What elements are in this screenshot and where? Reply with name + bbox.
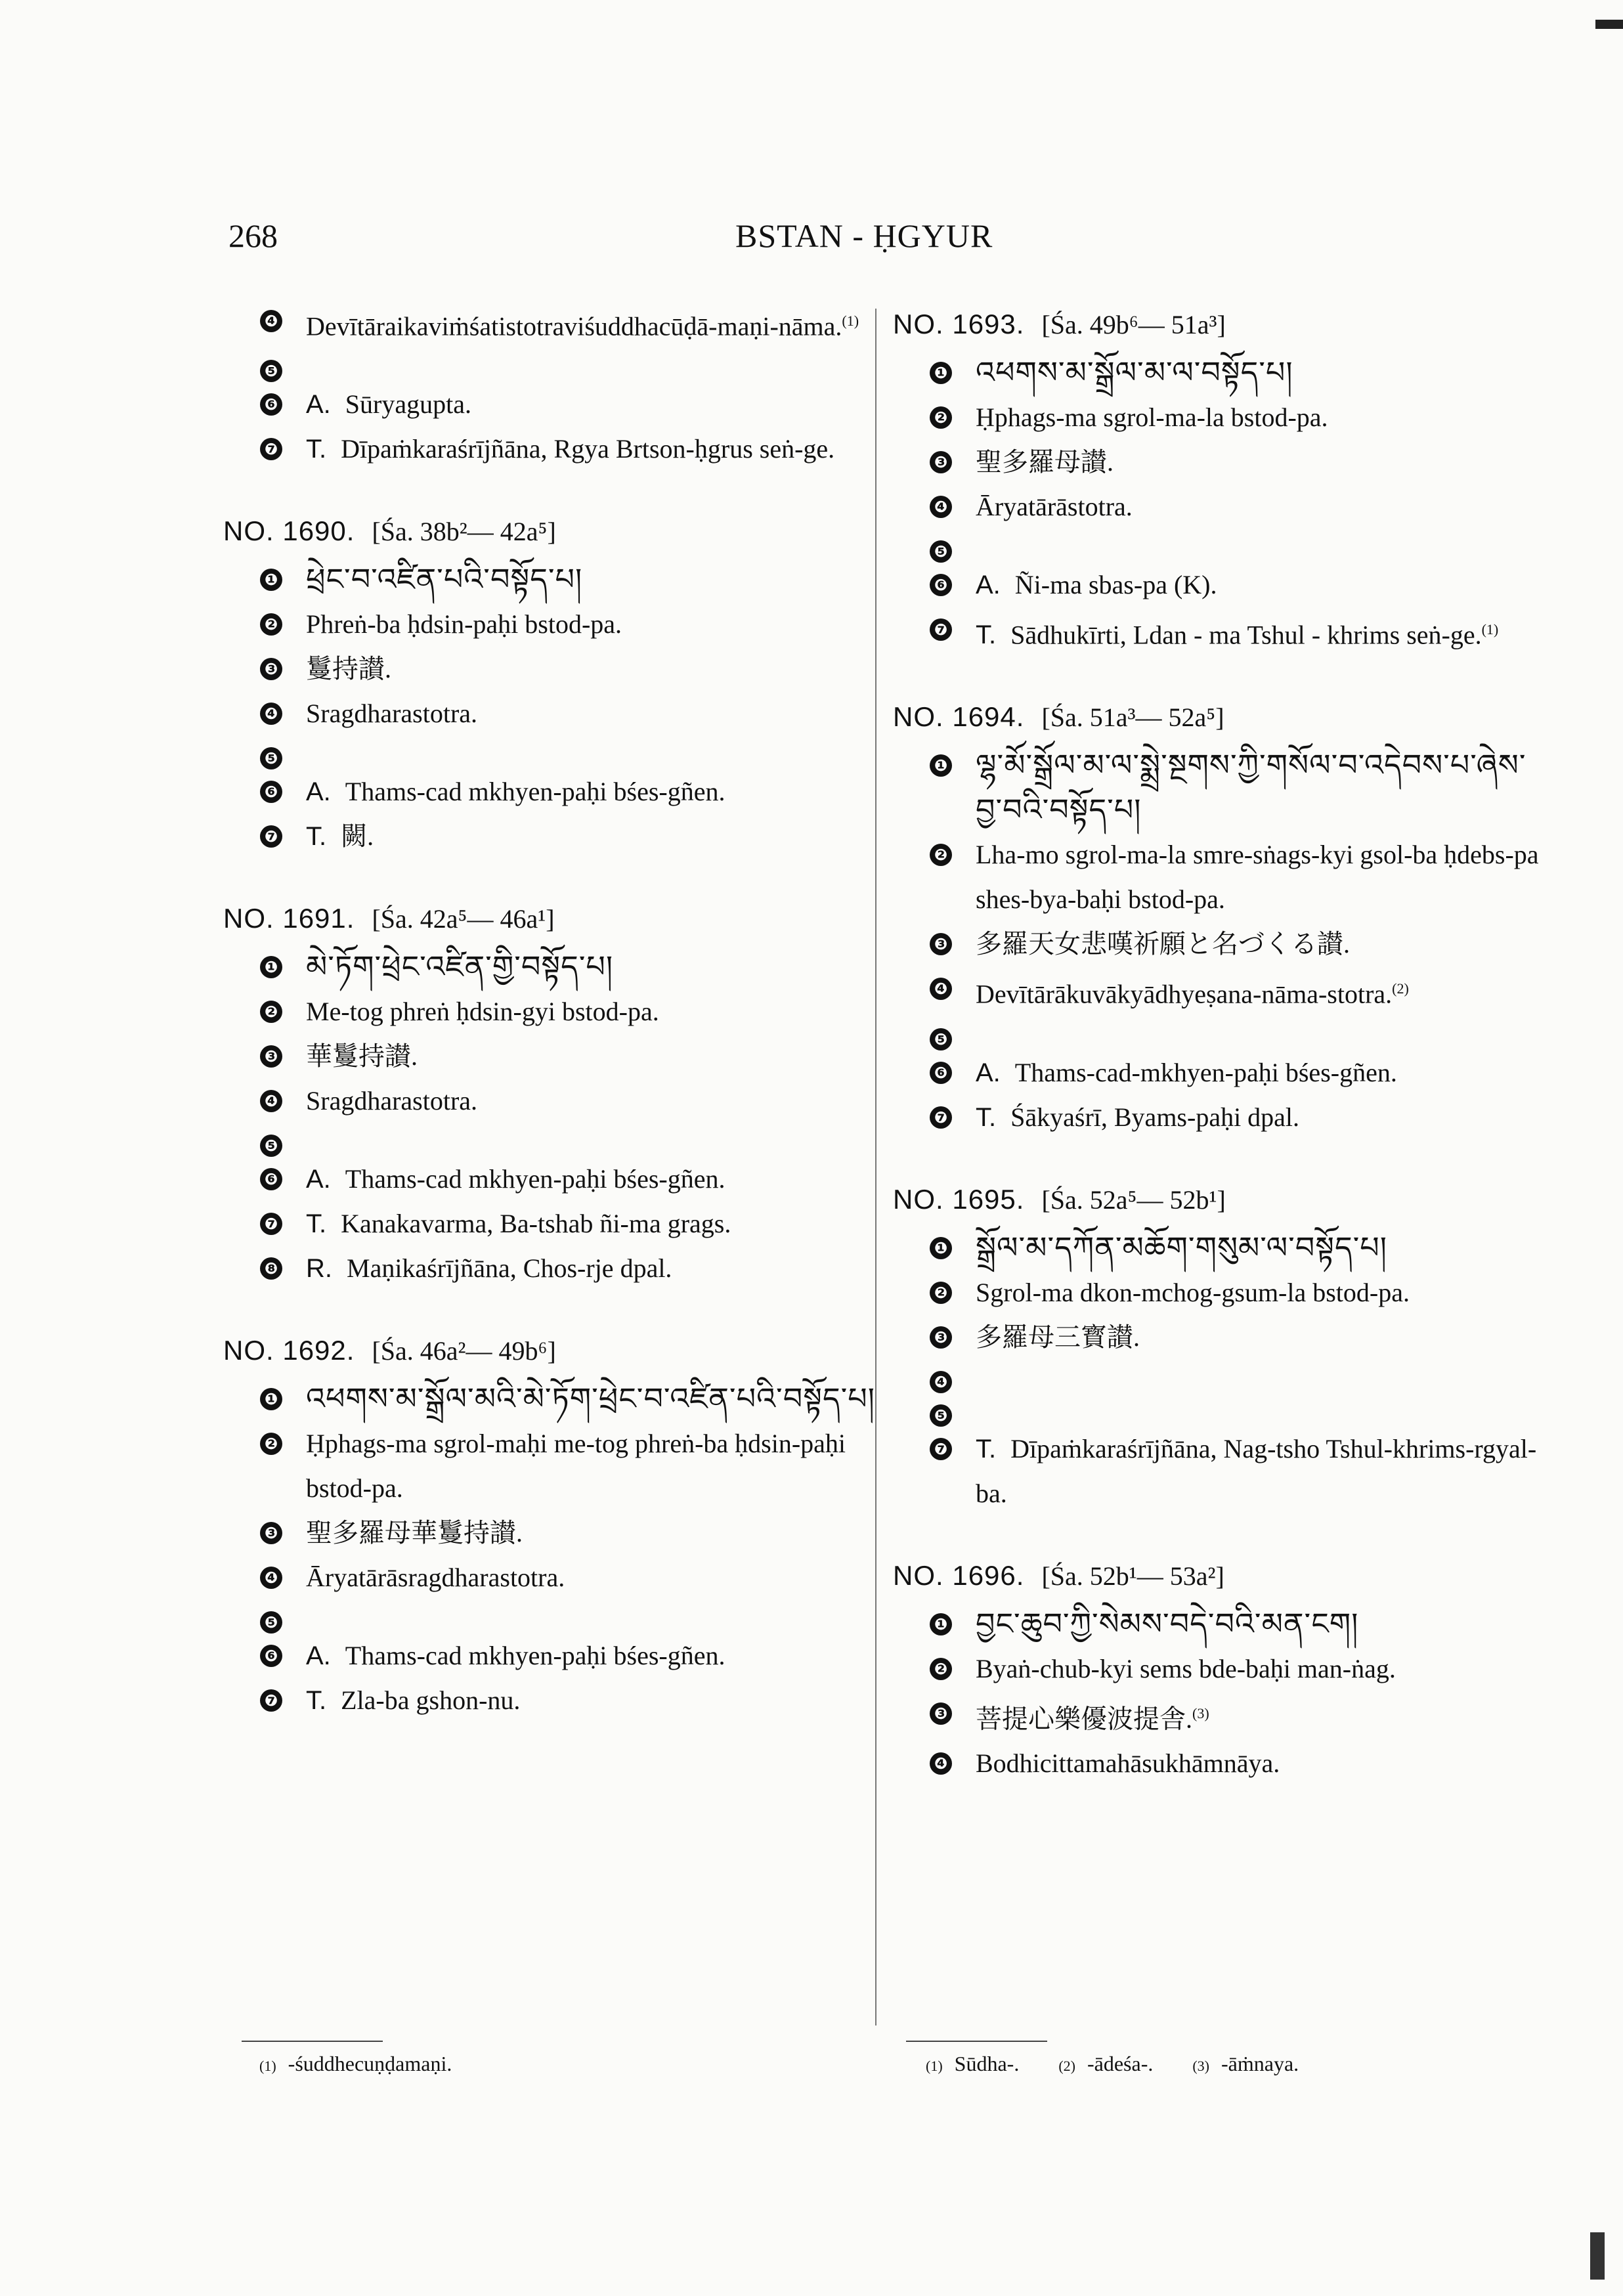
field-text (306, 382, 880, 427)
entry-folio-ref: [Śa. 46a²— 49b⁶] (372, 1336, 556, 1366)
tibetan-title (976, 743, 1549, 833)
entry-field (260, 647, 880, 691)
footnote-label: (3) (1192, 2058, 1209, 2074)
field-value: Kanakavarma, Ba-tshab ñi-ma grags. (341, 1209, 731, 1239)
role-label: A. (306, 390, 331, 420)
catalog-entry (893, 1550, 1549, 1786)
entry-field (260, 1377, 880, 1421)
field-text (976, 1095, 1549, 1140)
entry-field (930, 1741, 1549, 1786)
column-divider (875, 309, 876, 2025)
entry-field (930, 1393, 1549, 1427)
field-number-icon: ❸ (260, 1522, 282, 1544)
field-text (976, 485, 1549, 529)
entry-field (930, 922, 1549, 966)
entry-field (930, 966, 1549, 1016)
field-text (976, 1051, 1549, 1095)
entry-field (260, 1157, 880, 1202)
field-value: Lha-mo sgrol-ma-la smre-sṅags-kyi gsol-ba ḥdebs-pa shes-bya-baḥi bstod-pa. (976, 840, 1539, 915)
entry-field (930, 563, 1549, 607)
footnote-marker: (2) (1392, 980, 1409, 997)
field-value: Thams-cad mkhyen-paḥi bśes-gñen. (345, 1641, 725, 1671)
field-value: ལྷ་མོ་སྒྲོལ་མ་ལ་སྨྲེ་སྔགས་ཀྱི་གསོལ་བ་འདེབས་པ་ཞེས་བྱ་བའི་བསྟོད་པ། (976, 748, 1526, 827)
entry-field (930, 1647, 1549, 1691)
footnote-label: (2) (1058, 2058, 1075, 2074)
field-text (976, 607, 1549, 657)
catalog-entry (893, 691, 1549, 1139)
field-number-icon: ❹ (260, 1090, 282, 1112)
field-text (306, 1202, 880, 1246)
field-value: Ñi-ma sbas-pa (K). (1014, 570, 1217, 599)
field-number-icon: ❶ (260, 1388, 282, 1410)
entry-header (223, 1325, 880, 1377)
entry-field (260, 1600, 880, 1634)
footnote (926, 2052, 1019, 2076)
entry-header (893, 1174, 1549, 1226)
entry-folio-ref: [Śa. 42a⁵— 46a¹] (372, 904, 555, 934)
field-value: Śākyaśrī, Byams-paḥi dpal. (1010, 1102, 1300, 1132)
entry-number: NO. 1693. (893, 309, 1025, 339)
field-value: Āryatārāstotra. (976, 492, 1133, 521)
field-text (306, 1079, 880, 1123)
field-number-icon: ❹ (260, 310, 282, 332)
entry-folio-ref: [Śa. 38b²— 42a⁵] (372, 517, 556, 547)
role-label: T. (976, 1102, 997, 1132)
field-number-icon: ❼ (260, 438, 282, 460)
field-text (306, 1034, 880, 1079)
field-value: Devītārākuvākyādhyeṣana-nāma-stotra. (976, 979, 1393, 1009)
field-value: Byaṅ-chub-kyi sems bde-baḥi man-ṅag. (976, 1653, 1396, 1683)
footnotes-right (926, 2052, 1299, 2076)
entry-folio-ref: [Śa. 49b⁶— 51a³] (1041, 310, 1226, 339)
scan-edge-mark (1595, 20, 1623, 29)
field-text (976, 833, 1549, 922)
entry-header (223, 506, 880, 557)
field-number-icon: ❼ (260, 1689, 282, 1712)
field-text (976, 966, 1549, 1016)
entry-header (893, 299, 1549, 351)
entry-header (893, 691, 1549, 743)
entry-field (930, 1226, 1549, 1270)
field-text (306, 602, 880, 647)
scan-edge-mark-bottom (1590, 2232, 1605, 2280)
field-value: Thams-cad mkhyen-paḥi bśes-gñen. (345, 1164, 725, 1194)
field-text (306, 1421, 880, 1511)
tibetan-title (976, 1226, 1549, 1270)
tibetan-title (976, 1602, 1549, 1647)
entry-field (930, 1360, 1549, 1393)
field-value: Sragdharastotra. (306, 1086, 478, 1116)
footnote (1058, 2052, 1153, 2076)
catalog-entry (223, 893, 880, 1291)
entry-field (260, 1555, 880, 1600)
field-number-icon: ❷ (930, 1658, 952, 1680)
entry-field (260, 382, 880, 427)
field-value: འཕགས་མ་སྒྲོལ་མ་ལ་བསྟོད་པ། (976, 356, 1293, 389)
field-number-icon: ❹ (260, 703, 282, 725)
field-value: 鬘持讃. (306, 654, 391, 684)
page-number: 268 (228, 217, 278, 254)
field-number-icon: ❶ (930, 1237, 952, 1259)
field-text (976, 1647, 1549, 1691)
footnote (1192, 2052, 1299, 2076)
footnote-text: Sūdha-. (954, 2052, 1020, 2075)
field-number-icon: ❺ (930, 540, 952, 563)
field-number-icon: ❻ (260, 781, 282, 803)
field-number-icon: ❸ (930, 933, 952, 955)
field-number-icon: ❷ (930, 1282, 952, 1304)
field-text (976, 1427, 1549, 1516)
running-title: BSTAN - ḤGYUR (735, 217, 993, 254)
field-text (976, 1270, 1549, 1315)
entry-number: NO. 1694. (893, 701, 1025, 733)
field-number-icon: ❷ (260, 613, 282, 636)
entry-field (930, 351, 1549, 395)
field-text (306, 299, 880, 349)
field-number-icon: ❶ (260, 956, 282, 978)
role-label: T. (976, 620, 997, 650)
catalog-entry (223, 299, 880, 471)
field-value: Ḥphags-ma sgrol-ma-la bstod-pa. (976, 402, 1328, 432)
role-label: T. (306, 822, 327, 852)
entry-field (930, 1017, 1549, 1051)
field-number-icon: ❻ (260, 1168, 282, 1190)
field-value: 聖多羅母華鬘持讃. (306, 1518, 523, 1548)
entry-number: NO. 1691. (223, 903, 355, 934)
entry-field (930, 485, 1549, 529)
field-number-icon: ❸ (930, 451, 952, 473)
field-number-icon: ❷ (260, 1433, 282, 1455)
field-value: Phreṅ-ba ḥdsin-paḥi bstod-pa. (306, 609, 622, 639)
field-value: སྒྲོལ་མ་དཀོན་མཆོག་གསུམ་ལ་བསྟོད་པ། (976, 1230, 1387, 1265)
field-value: 多羅母三寳讃. (976, 1322, 1140, 1352)
left-column (223, 299, 880, 1757)
field-number-icon: ❺ (260, 1611, 282, 1634)
field-number-icon: ❺ (260, 360, 282, 382)
tibetan-title (306, 1377, 880, 1421)
entry-field (930, 743, 1549, 833)
entry-field (260, 736, 880, 769)
field-number-icon: ❻ (260, 1645, 282, 1667)
field-text (306, 691, 880, 736)
field-text (976, 1741, 1549, 1786)
footnote-rule-left (242, 2041, 383, 2042)
role-label: T. (306, 1209, 327, 1239)
role-label: T. (306, 1686, 327, 1716)
entry-field (260, 602, 880, 647)
field-value: Dīpaṁkaraśrījñāna, Rgya Brtson-ḥgrus seṅ-ge. (341, 434, 835, 464)
entry-field (260, 1511, 880, 1555)
entry-field (260, 769, 880, 814)
entry-field (260, 1079, 880, 1123)
field-number-icon: ❷ (930, 844, 952, 866)
footnote-text: -ādeśa-. (1087, 2052, 1154, 2075)
tibetan-title (976, 351, 1549, 395)
role-label: A. (306, 1641, 331, 1671)
field-number-icon: ❺ (930, 1404, 952, 1427)
role-label: A. (306, 777, 331, 807)
field-value: 闕. (341, 821, 374, 852)
entry-folio-ref: [Śa. 52b¹— 53a²] (1041, 1561, 1224, 1591)
field-value: Thams-cad mkhyen-paḥi bśes-gñen. (345, 777, 725, 807)
field-number-icon: ❹ (930, 1371, 952, 1393)
field-value: Devītāraikaviṁśatistotraviśuddhacūḍā-maṇi-nāma. (306, 311, 842, 341)
footnote-rule-right (906, 2041, 1047, 2042)
field-number-icon: ❼ (930, 618, 952, 641)
entry-folio-ref: [Śa. 52a⁵— 52b¹] (1041, 1184, 1226, 1215)
field-value: བྱང་ཆུབ་ཀྱི་སེམས་བདེ་བའི་མན་ངག། (976, 1607, 1359, 1641)
footnote-text: -āṁnaya. (1221, 2052, 1299, 2075)
role-label: T. (976, 1434, 997, 1463)
field-number-icon: ❹ (260, 1567, 282, 1589)
entry-field (930, 440, 1549, 485)
field-number-icon: ❹ (930, 978, 952, 1000)
field-number-icon: ❸ (930, 1326, 952, 1349)
field-value: 聖多羅母讃. (976, 447, 1114, 477)
field-value: འཕགས་མ་སྒྲོལ་མའི་མེ་ཏོག་ཕྲེང་བ་འཛིན་པའི་བསྟོད་པ། (306, 1382, 875, 1416)
field-value: Sgrol-ma dkon-mchog-gsum-la bstod-pa. (976, 1277, 1410, 1307)
field-number-icon: ❺ (260, 1135, 282, 1157)
field-value: Sūryagupta. (345, 389, 471, 420)
field-number-icon: ❷ (260, 1001, 282, 1023)
tibetan-title (306, 557, 880, 602)
field-number-icon: ❷ (930, 406, 952, 429)
field-number-icon: ❹ (930, 496, 952, 518)
entry-field (260, 349, 880, 382)
field-value: ཕྲེང་བ་འཛིན་པའི་བསྟོད་པ། (306, 563, 583, 597)
role-label: R. (306, 1254, 332, 1284)
field-text (306, 1678, 880, 1723)
entry-header (223, 893, 880, 945)
entry-field (260, 945, 880, 989)
entry-field (930, 607, 1549, 657)
field-value: Sragdharastotra. (306, 699, 478, 729)
field-text (306, 989, 880, 1034)
entry-field (260, 557, 880, 602)
field-number-icon: ❺ (260, 747, 282, 769)
entry-field (260, 1634, 880, 1678)
field-value: Sādhukīrti, Ldan - ma Tshul - khrims seṅ-ge. (1010, 620, 1482, 650)
field-text (976, 922, 1549, 966)
catalog-entry (223, 1325, 880, 1723)
entry-number: NO. 1692. (223, 1335, 355, 1366)
role-label: A. (306, 1165, 331, 1194)
entry-field (260, 814, 880, 859)
field-text (976, 1691, 1549, 1741)
field-number-icon: ❼ (260, 825, 282, 848)
right-column (893, 299, 1549, 1820)
footnote-label: (1) (926, 2058, 943, 2074)
field-value: Bodhicittamahāsukhāmnāya. (976, 1748, 1280, 1778)
entry-field (260, 1678, 880, 1723)
entry-field (930, 1051, 1549, 1095)
role-label: A. (976, 1058, 1001, 1087)
role-label: T. (306, 435, 327, 464)
catalog-entry (893, 299, 1549, 657)
footnote-marker: (1) (842, 313, 859, 329)
entry-number: NO. 1690. (223, 515, 355, 547)
field-number-icon: ❹ (930, 1752, 952, 1775)
entry-field (260, 1034, 880, 1079)
field-number-icon: ❻ (930, 574, 952, 596)
entry-field (260, 1421, 880, 1511)
field-text (306, 1246, 880, 1291)
field-value: Āryatārāsragdharastotra. (306, 1563, 565, 1593)
footnote-marker: (1) (1481, 621, 1499, 638)
entry-field (930, 529, 1549, 563)
field-number-icon: ❻ (930, 1062, 952, 1084)
field-value: 華鬘持讃. (306, 1041, 418, 1072)
field-number-icon: ❶ (930, 754, 952, 777)
entry-field (930, 1602, 1549, 1647)
field-value: 菩提心樂優波提舎. (976, 1703, 1192, 1733)
footnote-label: (1) (259, 2058, 276, 2074)
field-text (306, 1555, 880, 1600)
footnote (259, 2052, 452, 2076)
field-number-icon: ❶ (260, 569, 282, 591)
field-number-icon: ❸ (930, 1702, 952, 1725)
field-number-icon: ❽ (260, 1257, 282, 1280)
field-number-icon: ❼ (260, 1213, 282, 1235)
field-number-icon: ❼ (930, 1106, 952, 1129)
field-value: Me-tog phreṅ ḥdsin-gyi bstod-pa. (306, 997, 659, 1027)
field-text (306, 1511, 880, 1555)
entry-number: NO. 1696. (893, 1559, 1025, 1591)
entry-field (930, 395, 1549, 440)
entry-field (930, 1095, 1549, 1140)
entry-field (930, 1270, 1549, 1315)
field-value: 多羅天女悲嘆祈願と名づくる讃. (976, 929, 1350, 959)
entry-field (260, 299, 880, 349)
field-text (976, 1315, 1549, 1360)
field-text (306, 1157, 880, 1202)
catalog-entry (223, 506, 880, 859)
field-text (306, 769, 880, 814)
field-value: Ḥphags-ma sgrol-maḥi me-tog phreṅ-ba ḥdsin-paḥi bstod-pa. (306, 1429, 846, 1504)
entry-field (260, 691, 880, 736)
field-text (976, 395, 1549, 440)
role-label: A. (976, 571, 1001, 599)
entry-field (260, 427, 880, 471)
field-text (306, 1634, 880, 1678)
field-number-icon: ❺ (930, 1028, 952, 1051)
field-number-icon: ❸ (260, 1045, 282, 1068)
field-value: Dīpaṁkaraśrījñāna, Nag-tsho Tshul-khrims-rgyal-ba. (976, 1433, 1537, 1508)
field-text (976, 440, 1549, 485)
field-text (976, 563, 1549, 607)
footnotes-left (259, 2052, 452, 2076)
field-number-icon: ❶ (930, 1613, 952, 1635)
field-value: Maṇikaśrījñāna, Chos-rje dpal. (347, 1253, 672, 1284)
entry-field (930, 833, 1549, 922)
tibetan-title (306, 945, 880, 989)
field-value: མེ་ཏོག་ཕྲེང་འཛིན་གྱི་བསྟོད་པ། (306, 950, 614, 984)
footnote-marker: (3) (1192, 1704, 1209, 1722)
field-text (306, 814, 880, 859)
entry-field (930, 1315, 1549, 1360)
entry-field (260, 989, 880, 1034)
field-value: Thams-cad-mkhyen-paḥi bśes-gñen. (1014, 1057, 1397, 1087)
entry-field (260, 1202, 880, 1246)
entry-field (930, 1427, 1549, 1516)
footnote-text: -śuddhecuṇḍamaṇi. (288, 2052, 452, 2075)
entry-field (930, 1691, 1549, 1741)
field-text (306, 647, 880, 691)
field-value: Zla-ba gshon-nu. (341, 1685, 521, 1716)
field-number-icon: ❻ (260, 393, 282, 416)
catalog-entry (893, 1174, 1549, 1516)
entry-field (260, 1123, 880, 1157)
entry-folio-ref: [Śa. 51a³— 52a⁵] (1041, 703, 1224, 733)
field-number-icon: ❼ (930, 1438, 952, 1460)
field-number-icon: ❸ (260, 658, 282, 680)
entry-number: NO. 1695. (893, 1183, 1025, 1215)
entry-header (893, 1550, 1549, 1602)
entry-field (260, 1246, 880, 1291)
field-text (306, 427, 880, 471)
field-number-icon: ❶ (930, 362, 952, 384)
